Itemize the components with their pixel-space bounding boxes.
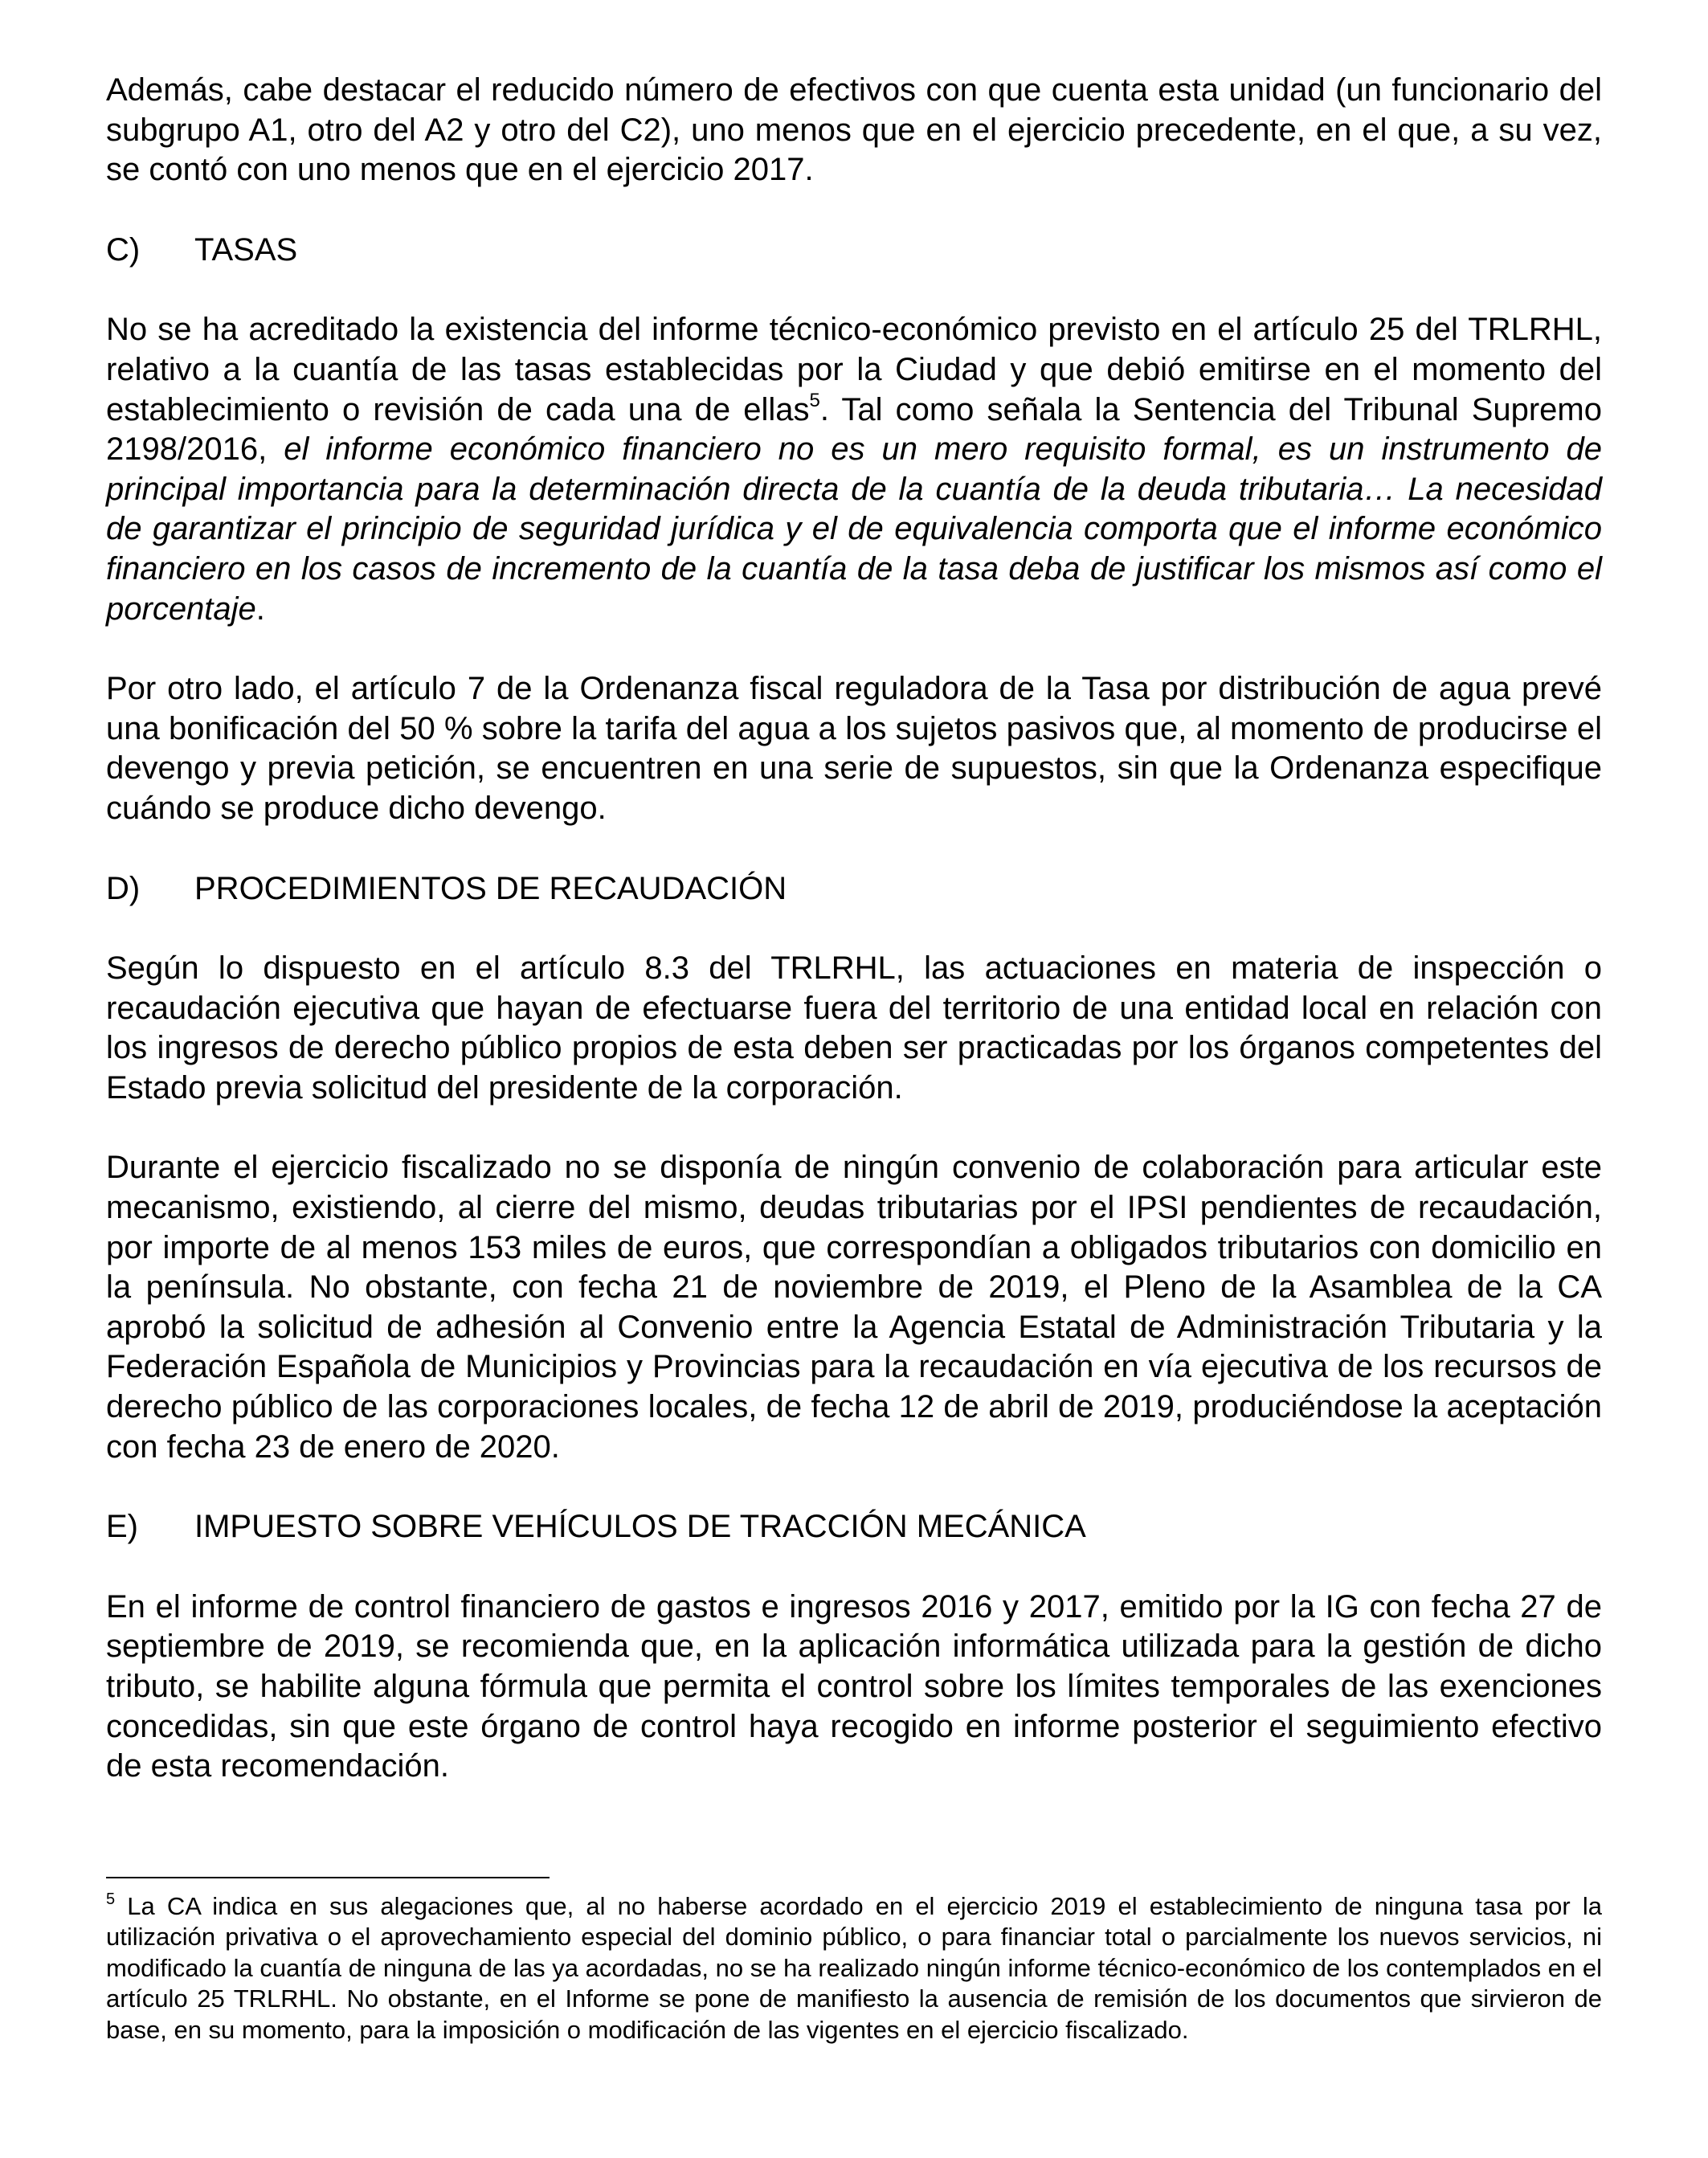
section-c-heading xyxy=(106,231,1602,271)
section-d-number: D) xyxy=(106,870,141,906)
section-e-title: IMPUESTO SOBRE VEHÍCULOS DE TRACCIÓN MECÁNICA xyxy=(194,1509,1086,1545)
paragraph-collection-agreement: Durante el ejercicio fiscalizado no se disponía de ningún convenio de colaboración para articular este mecanismo, existiendo, al cierre del mismo, deudas tributarias por el IPSI pendientes de recaudación, por importe de al menos 153 miles de euros, que correspondían a obligados tributarios con domicilio en la península. No obstante, con fecha 21 de noviembre de 2019, el Pleno de la Asamblea de la CA aprobó la solicitud de adhesión al Convenio entre la Agencia Estatal de Administración Tributaria y la Federación Española de Municipios y Provincias para la recaudación en vía ejecutiva de los recursos de derecho público de las corporaciones locales, de fecha 12 de abril de 2019, produciéndose la aceptación con fecha 23 de enero de 2020. xyxy=(106,1150,1602,1465)
footnote xyxy=(106,1891,1602,2046)
footnote-separator xyxy=(106,1877,550,1878)
paragraph-tasas-report xyxy=(106,310,1602,629)
section-e-heading xyxy=(106,1507,1602,1547)
section-e-number: E) xyxy=(106,1509,138,1545)
section-d-heading xyxy=(106,869,1602,909)
section-c-number: C) xyxy=(106,231,141,268)
supreme-court-quote: el informe económico financiero no es un mero requisito formal, es un instrumento de principal importancia para la determinación directa de la cuantía de la deuda tributaria… La necesidad de garantizar el principio de seguridad jurídica y el de equivalencia comporta que el informe económico financiero en los casos de incremento de la cuantía de la tasa deba de justificar los mismos así como el porcentaje xyxy=(106,431,1603,627)
tasas-text-sentence: . Tal como señala la Sentencia del Tribunal Supremo 2198/2016, xyxy=(106,391,1602,468)
footnote-text: La CA indica en sus alegaciones que, al no haberse acordado en el ejercicio 2019 el establecimiento de ninguna tasa por la utilización privativa o el aprovechamiento especial del dominio público, o para financiar total o parcialmente los nuevos servicios, ni modificado la cuantía de ninguna de las ya acordadas, no se ha realizado ningún informe técnico-económico de los contemplados en el artículo 25 TRLRHL. No obstante, en el Informe se pone de manifiesto la ausencia de remisión de los documentos que sirvieron de base, en su momento, para la imposición o modificación de las vigentes en el ejercicio fiscalizado. xyxy=(106,1892,1602,2044)
section-d-title: PROCEDIMIENTOS DE RECAUDACIÓN xyxy=(194,870,787,906)
section-c-title: TASAS xyxy=(194,231,298,268)
tasas-text-end: . xyxy=(255,591,265,627)
paragraph-staffing: Además, cabe destacar el reducido número de efectivos con que cuenta esta unidad (un funcionario del subgrupo A1, otro del A2 y otro del C2), uno menos que en el ejercicio precedente, en el que, a su vez, se contó con uno menos que en el ejercicio 2017. xyxy=(106,72,1602,188)
paragraph-collection-law: Según lo dispuesto en el artículo 8.3 del TRLRHL, las actuaciones en materia de inspección o recaudación ejecutiva que hayan de efectuarse fuera del territorio de una entidad local en relación con los ingresos de derecho público propios de esta deben ser practicadas por los órganos competentes del Estado previa solicitud del presidente de la corporación. xyxy=(106,950,1602,1106)
footnote-number: 5 xyxy=(106,1890,116,1908)
page-body xyxy=(106,71,1602,1827)
paragraph-vehicle-tax: En el informe de control financiero de gastos e ingresos 2016 y 2017, emitido por la IG con fecha 27 de septiembre de 2019, se recomienda que, en la aplicación informática utilizada para la gestión de dicho tributo, se habilite alguna fórmula que permita el control sobre los límites temporales de las exenciones concedidas, sin que este órgano de control haya recogido en informe posterior el seguimiento efectivo de esta recomendación. xyxy=(106,1588,1602,1784)
tasas-text-intro: No se ha acreditado la existencia del informe técnico-económico previsto en el artículo 25 del TRLRHL, relativo a la cuantía de las tasas establecidas por la Ciudad y que debió emitirse en el momento del establecimiento o revisión de cada una de ellas xyxy=(106,312,1602,427)
footnote-reference[interactable]: 5 xyxy=(809,390,820,412)
paragraph-water-ordinance: Por otro lado, el artículo 7 de la Ordenanza fiscal reguladora de la Tasa por distribución de agua prevé una bonificación del 50 % sobre la tarifa del agua a los sujetos pasivos que, al momento de producirse el devengo y previa petición, se encuentren en una serie de supuestos, sin que la Ordenanza especifique cuándo se produce dicho devengo. xyxy=(106,671,1602,826)
